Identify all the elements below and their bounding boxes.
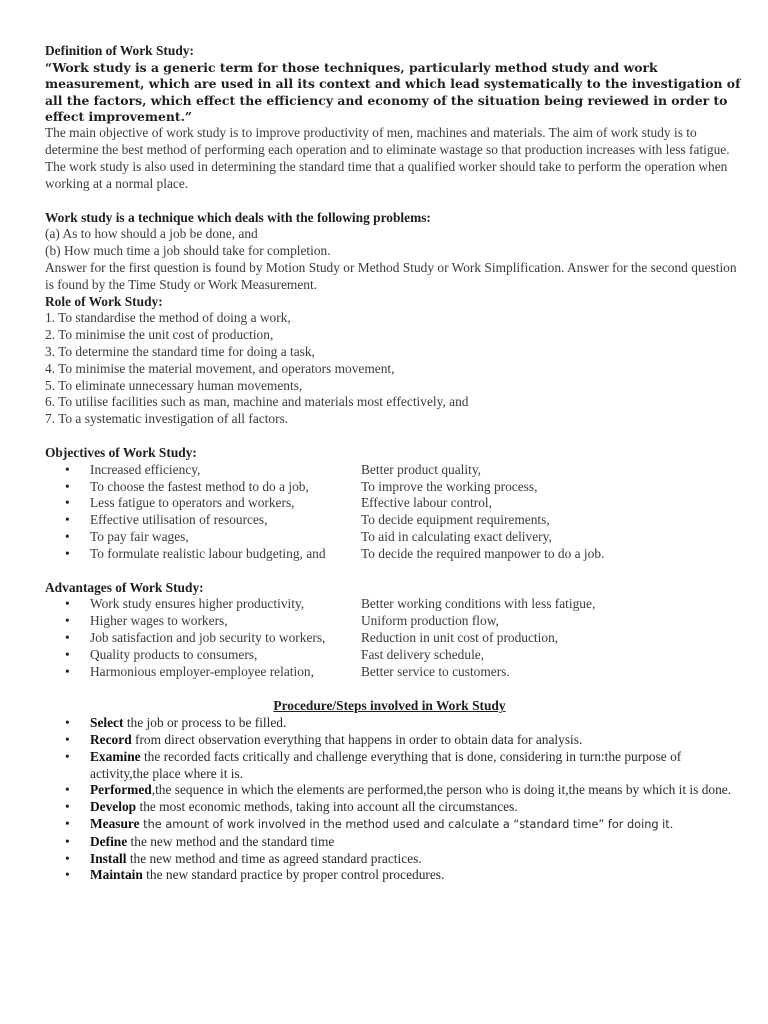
objective-right: To decide equipment requirements, <box>361 512 550 528</box>
list-item <box>45 749 744 783</box>
step-text: the most economic methods, taking into account all the circumstances. <box>136 799 518 815</box>
step-text: the amount of work involved in the method used and calculate a “standard time” for doing it. <box>139 817 674 831</box>
list-item <box>45 732 744 749</box>
step-keyword: Examine <box>90 748 141 764</box>
bullet-icon: • <box>65 461 70 477</box>
step-text: the new method and time as agreed standard practices. <box>126 850 422 866</box>
definition-quote: “Work study is a generic term for those techniques, particularly method study and work measurement, which are used in all its context and which lead systematically to the investigation of all the factors, which effect the efficiency and economy of the situation being reviewed in order to effect improvement.” <box>45 59 741 125</box>
advantage-left: Job satisfaction and job security to workers, <box>90 629 326 645</box>
step-keyword: Select <box>90 715 124 731</box>
role-item: 6. To utilise facilities such as man, machine and materials most effectively, and <box>45 394 469 410</box>
objective-right: To improve the working process, <box>361 478 538 494</box>
definition-paragraph: The main objective of work study is to improve productivity of men, machines and materials. The aim of work study is to determine the best method of performing each operation and to eliminate wastage so that production increases with less fatigue. The work study is also used in determining the standard time that a qualified worker should take to perform the operation when working at a normal place. <box>45 125 730 191</box>
bullet-icon: • <box>65 613 70 629</box>
step-keyword: Define <box>90 833 128 849</box>
role-list <box>45 310 744 428</box>
step-text: the new method and the standard time <box>127 833 335 849</box>
bullet-icon: • <box>65 748 70 764</box>
step-text: the recorded facts critically and challenge everything that is done, considering in turn:the purpose of activity,the place where it is. <box>90 748 682 781</box>
objective-left: Increased efficiency, <box>90 461 201 477</box>
objective-left: Effective utilisation of resources, <box>90 512 268 528</box>
advantages-list <box>45 596 744 680</box>
advantage-left: Harmonious employer-employee relation, <box>90 663 314 679</box>
step-text: the new standard practice by proper control procedures. <box>142 867 445 883</box>
list-item <box>45 613 361 630</box>
bullet-icon: • <box>65 867 70 883</box>
objective-right: Effective labour control, <box>361 495 493 511</box>
role-item: 5. To eliminate unnecessary human movements, <box>45 377 303 393</box>
list-item <box>45 664 361 681</box>
step-keyword: Performed <box>90 782 152 798</box>
bullet-icon: • <box>65 478 70 494</box>
advantage-right: Fast delivery schedule, <box>361 646 485 662</box>
bullet-icon: • <box>65 512 70 528</box>
list-item <box>45 596 361 613</box>
objective-right: To aid in calculating exact delivery, <box>361 528 552 544</box>
advantage-right: Better working conditions with less fatigue, <box>361 596 596 612</box>
step-text: the job or process to be filled. <box>123 715 287 731</box>
problem-b: (b) How much time a job should take for completion. <box>45 243 331 259</box>
role-heading: Role of Work Study: <box>45 293 163 309</box>
definition-heading: Definition of Work Study: <box>45 43 194 58</box>
list-item <box>45 495 361 512</box>
role-item: 7. To a systematic investigation of all factors. <box>45 411 289 427</box>
objective-right: To decide the required manpower to do a job. <box>361 545 605 561</box>
bullet-icon: • <box>65 629 70 645</box>
role-item: 4. To minimise the material movement, and operators movement, <box>45 360 395 376</box>
objective-left: To formulate realistic labour budgeting, and <box>90 545 326 561</box>
objective-left: To pay fair wages, <box>90 528 189 544</box>
list-item <box>45 715 744 732</box>
list-item <box>45 851 744 868</box>
role-item: 3. To determine the standard time for doing a task, <box>45 343 315 359</box>
objective-left: To choose the fastest method to do a job, <box>90 478 309 494</box>
step-keyword: Record <box>90 731 132 747</box>
objectives-heading: Objectives of Work Study: <box>45 444 197 460</box>
list-item <box>45 479 361 496</box>
advantage-right: Reduction in unit cost of production, <box>361 629 559 645</box>
bullet-icon: • <box>65 731 70 747</box>
list-item <box>45 647 361 664</box>
problems-heading: Work study is a technique which deals with the following problems: <box>45 209 431 225</box>
step-text: from direct observation everything that happens in order to obtain data for analysis. <box>131 731 583 747</box>
bullet-icon: • <box>65 663 70 679</box>
step-keyword: Maintain <box>90 867 143 883</box>
list-item <box>45 462 361 479</box>
procedure-list <box>45 715 744 884</box>
bullet-icon: • <box>65 833 70 849</box>
objectives-list <box>45 462 744 563</box>
objective-left: Less fatigue to operators and workers, <box>90 495 295 511</box>
objective-right: Better product quality, <box>361 461 481 477</box>
advantage-left: Quality products to consumers, <box>90 646 258 662</box>
list-item <box>45 782 744 799</box>
list-item <box>45 799 744 816</box>
list-item <box>45 529 361 546</box>
step-keyword: Install <box>90 850 127 866</box>
list-item <box>45 546 361 563</box>
list-item <box>45 630 361 647</box>
step-keyword: Develop <box>90 799 137 815</box>
problems-answer: Answer for the first question is found by Motion Study or Method Study or Work Simplification. Answer for the second question is found by the Time Study or Work Measurement. <box>45 260 737 292</box>
bullet-icon: • <box>65 528 70 544</box>
bullet-icon: • <box>65 782 70 798</box>
bullet-icon: • <box>65 815 70 831</box>
bullet-icon: • <box>65 799 70 815</box>
procedure-heading: Procedure/Steps involved in Work Study <box>273 698 506 714</box>
list-item <box>45 512 361 529</box>
advantage-left: Work study ensures higher productivity, <box>90 596 305 612</box>
advantage-right: Uniform production flow, <box>361 613 499 629</box>
bullet-icon: • <box>65 495 70 511</box>
bullet-icon: • <box>65 715 70 731</box>
list-item <box>45 816 744 834</box>
advantage-right: Better service to customers. <box>361 663 510 679</box>
role-item: 1. To standardise the method of doing a work, <box>45 310 291 326</box>
step-text: ,the sequence in which the elements are performed,the person who is doing it,the means by which it is done. <box>151 782 732 798</box>
bullet-icon: • <box>65 596 70 612</box>
step-keyword: Measure <box>90 815 140 831</box>
problem-a: (a) As to how should a job be done, and <box>45 226 258 242</box>
list-item <box>45 834 744 851</box>
bullet-icon: • <box>65 646 70 662</box>
role-item: 2. To minimise the unit cost of production, <box>45 327 274 343</box>
advantages-heading: Advantages of Work Study: <box>45 579 204 595</box>
advantage-left: Higher wages to workers, <box>90 613 228 629</box>
bullet-icon: • <box>65 545 70 561</box>
bullet-icon: • <box>65 850 70 866</box>
list-item <box>45 867 744 884</box>
